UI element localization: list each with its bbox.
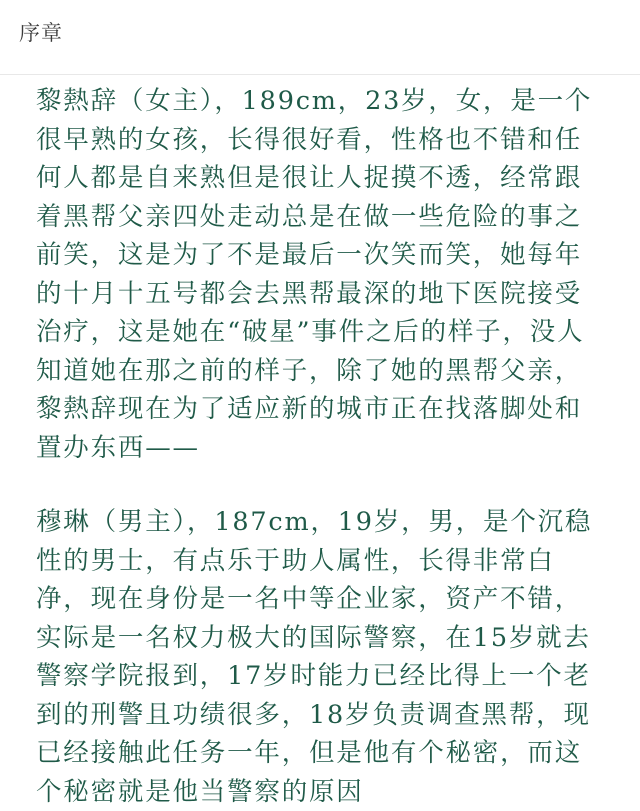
chapter-title: 序章 [19, 21, 63, 45]
paragraph-hero: 穆琳（男主），187cm，19岁，男，是个沉稳性的男士，有点乐于助人属性，长得非常白净，现在身份是一名中等企业家，资产不错，实际是一名权力极大的国际警察，在15岁就去警察学院报到，17岁时能力已经比得上一个老到的刑警且功绩很多，18岁负责调查黑帮，现已经接触此任务一年，但是他有个秘密，而这个秘密就是他当警察的原因 [36, 507, 593, 807]
paragraph-heroine: 黎熱辞（女主），189cm，23岁，女，是一个很早熟的女孩，长得很好看，性格也不错和任何人都是自来熟但是很让人捉摸不透，经常跟着黑帮父亲四处走动总是在做一些危险的事之前笑，这是为了不是最后一次笑而笑，她每年的十月十五号都会去黑帮最深的地下医院接受治疗，这是她在“破星”事件之后的样子，没人知道她在那之前的样子，除了她的黑帮父亲，黎熱辞现在为了适应新的城市正在找落脚处和置办东西—— [36, 86, 593, 463]
article-body [0, 75, 640, 811]
top-bar [0, 0, 640, 75]
